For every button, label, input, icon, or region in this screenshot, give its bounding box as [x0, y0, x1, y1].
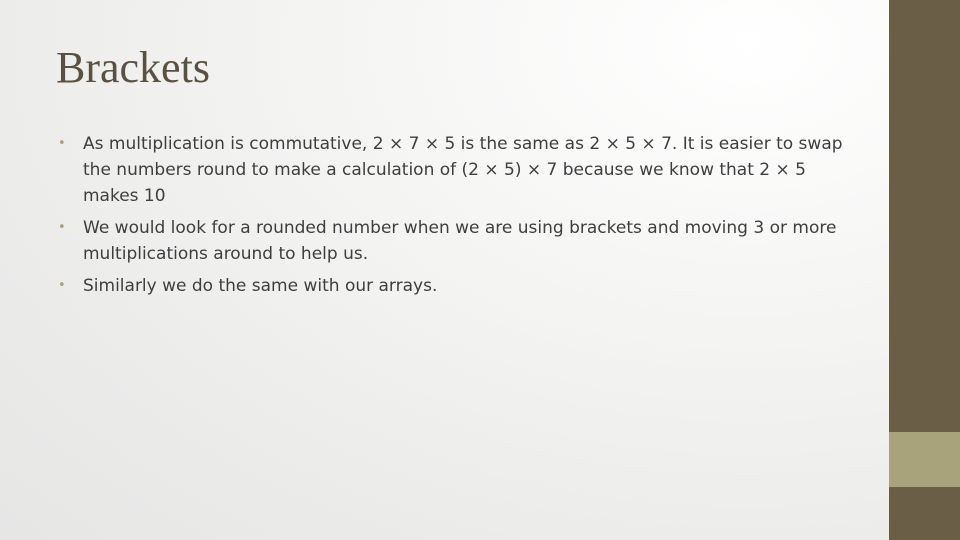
bullet-icon: • — [58, 136, 66, 151]
bullet-text: As multiplication is commutative, 2 × 7 × 5 is the same as 2 × 5 × 7. It is easier to swap the numbers round to make a calculation of (2 × 5) × 7 because we know that 2 × 5 makes 10 — [83, 134, 843, 206]
bullet-list — [58, 131, 848, 305]
bullet-item — [58, 215, 848, 267]
bullet-item — [58, 273, 848, 299]
bullet-text: We would look for a rounded number when we are using brackets and moving 3 or more multiplications around to help us. — [83, 218, 837, 264]
slide-title: Brackets — [56, 43, 210, 92]
bullet-icon: • — [58, 220, 66, 235]
bullet-item — [58, 131, 848, 209]
bullet-icon: • — [58, 278, 66, 293]
bullet-text: Similarly we do the same with our arrays. — [83, 276, 438, 296]
decorative-sidebar-accent — [889, 432, 960, 487]
